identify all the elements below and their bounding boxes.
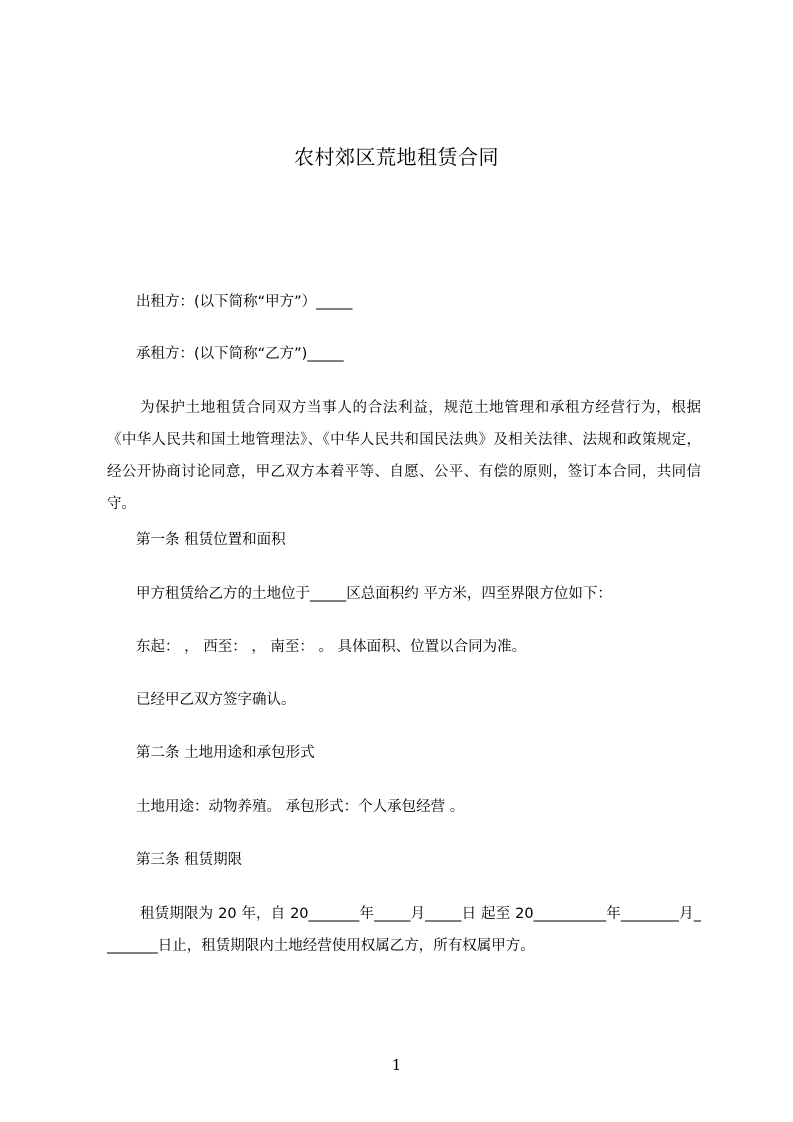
lessor-line: 出租方：(以下简称“甲方”）_____: [136, 294, 353, 310]
article2-content: 土地用途：动物养殖。 承包形式：个人承包经营 。: [136, 799, 465, 815]
article3-content: 租赁期限为 20 年，自 20_______年_____月_____日 起至 20__________年________月________日止，租赁期限内土地经营使用权属乙方，所有权属甲方。: [107, 906, 701, 954]
page-number: 1: [391, 1056, 402, 1074]
contract-title: 农村郊区荒地租赁合同: [294, 145, 499, 169]
lessee-line: 承租方：(以下简称“乙方”)_____: [136, 346, 344, 362]
article3-heading: 第三条 租赁期限: [136, 852, 243, 868]
article1-confirm: 已经甲乙双方签字确认。: [136, 692, 296, 708]
article1-boundaries: 东起： ， 西至： ， 南至： 。 具体面积、位置以合同为准。: [136, 639, 527, 655]
article1-heading: 第一条 租赁位置和面积: [136, 532, 286, 548]
article2-heading: 第二条 土地用途和承包形式: [136, 745, 315, 761]
preamble-paragraph: 为保护土地租赁合同双方当事人的合法利益，规范土地管理和承租方经营行为，根据《中华人民共和国土地管理法》、《中华人民共和国民法典》及相关法律、法规和政策规定，经公开协商讨论同意，甲乙双方本着平等、自愿、公平、有偿的原则，签订本合同，共同信守。: [107, 400, 701, 512]
article1-location: 甲方租赁给乙方的土地位于_____区总面积约 平方米，四至界限方位如下：: [136, 586, 612, 602]
